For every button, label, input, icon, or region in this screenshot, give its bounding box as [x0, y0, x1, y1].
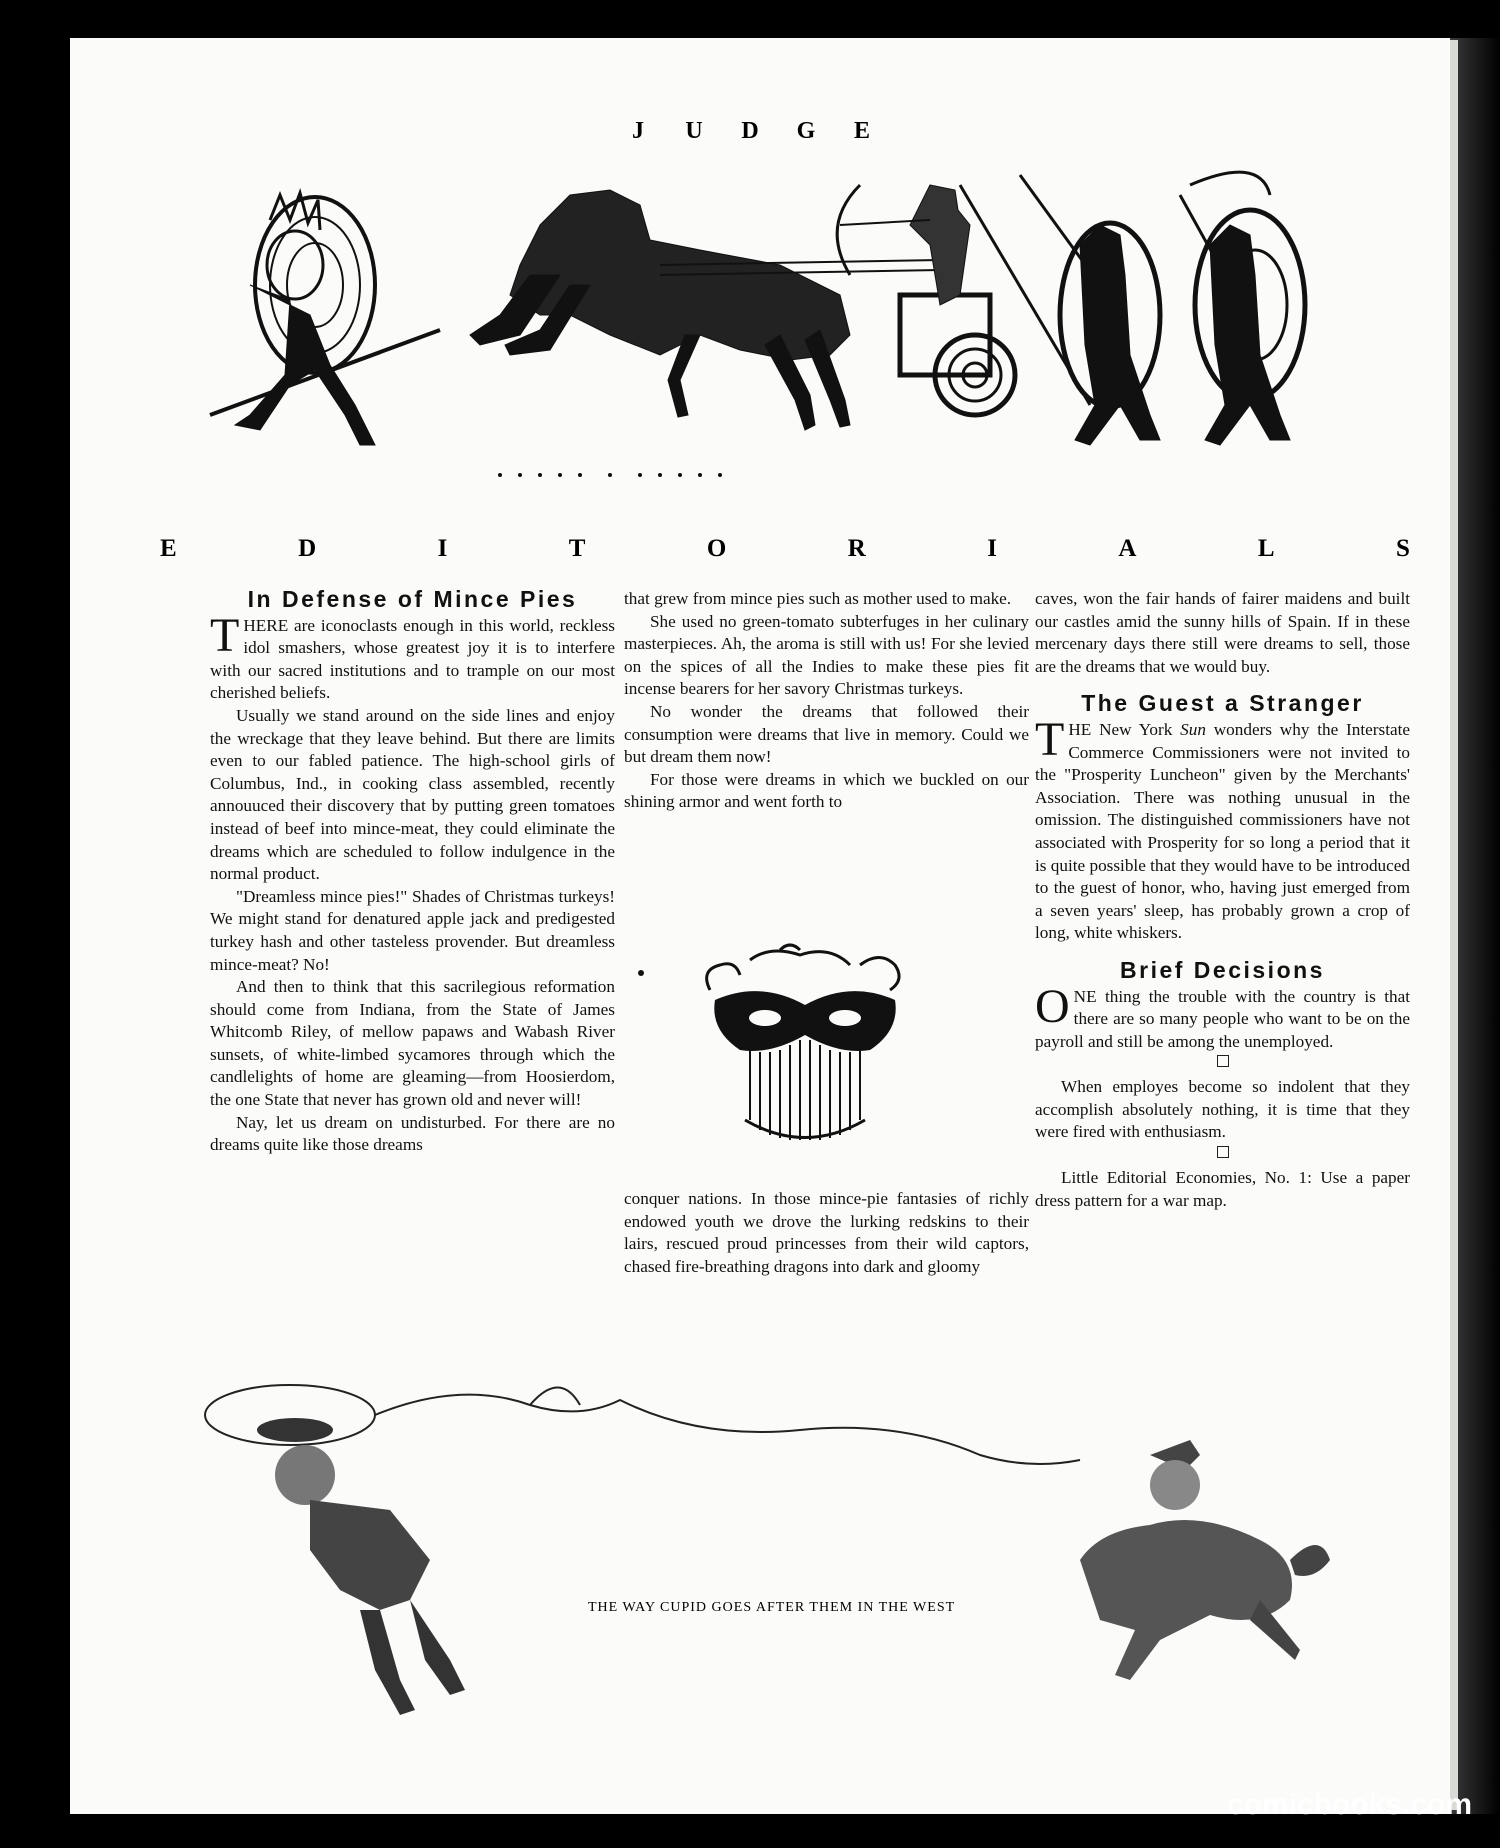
article-paragraph: For those were dreams in which we buckled on our shining armor and went forth to: [624, 769, 1029, 812]
heading-letter: D: [298, 535, 317, 562]
article-paragraph: Usually we stand around on the side lines and enjoy the wreckage that they leave behind. But there are limits even to our fabled patience. The high-school girls of Columbus, Ind., in cooking class assembled, recently annouuced their discovery that by putting green tomatoes instead of beef into mince-meat, they could eliminate the dreams which are scheduled to follow indulgence in the normal product.: [210, 705, 615, 884]
cupid-lasso-illustration: [200, 1360, 1430, 1760]
paragraph-text: HE New York: [1068, 719, 1181, 739]
bullet-dot: [638, 970, 644, 976]
heading-letter: R: [847, 535, 866, 562]
newspaper-name: Sun: [1180, 719, 1206, 739]
paragraph-text: HERE are iconoclasts enough in this world, reckless idol smashers, whose greatest joy it is to interfere with our sacred institutions and to trample on our most cherished beliefs.: [210, 615, 615, 703]
heading-letter: I: [437, 535, 448, 562]
article-paragraph: that grew from mince pies such as mother used to make.: [624, 589, 1012, 608]
dropcap: T: [1035, 712, 1065, 766]
article-paragraph: And then to think that this sacrilegious reformation should come from Indiana, from the State of James Whitcomb Riley, of mellow papaws and Wabash River sunsets, of white-limbed sycamores through which the candlelights of home are gleaming—from Hoosierdom, the one State that never has grown old and never will!: [210, 977, 615, 1110]
article-paragraph: [1035, 712, 1410, 945]
section-divider: [1035, 1146, 1410, 1163]
article-paragraph: Little Editorial Economies, No. 1: Use a paper dress pattern for a war map.: [1035, 1168, 1410, 1210]
article-paragraph: No wonder the dreams that followed their consumption were dreams that live in memory. Could we but dream them now!: [624, 701, 1029, 767]
section-heading-editorials: [160, 535, 1410, 575]
column-2-continued: [624, 1188, 1029, 1278]
masthead-letter: U: [685, 118, 703, 144]
paragraph-text: wonders why the Interstate Commerce Commissioners were not invited to the "Prosperity Luncheon" given by the Merchants' Association. There was nothing unusual in the omission. The distinguished commissioners have not associated with Prosperity for so long a period that it is quite possible that they would have to be introduced to the guest of honor, who, having just emerged from a seven years' sleep, has probably grown a crop of long, white whiskers.: [1035, 719, 1410, 943]
masthead-letter: E: [853, 118, 870, 144]
masthead-letter: G: [796, 118, 816, 144]
article-paragraph: Nay, let us dream on undisturbed. For there are no dreams quite like those dreams: [210, 1112, 615, 1155]
column-1: [210, 588, 615, 1157]
masthead-letter: J: [632, 118, 644, 144]
watermark: comicbooks.com: [1226, 1788, 1472, 1821]
heading-letter: T: [568, 535, 586, 562]
heading-letter: O: [706, 535, 727, 562]
masthead: [0, 118, 1500, 145]
dropcap: T: [210, 608, 240, 662]
domino-mask-illustration: [690, 940, 920, 1160]
masthead-letter: D: [741, 118, 759, 144]
dropcap: O: [1035, 979, 1070, 1033]
article-paragraph: When employes become so indolent that they accomplish absolutely nothing, it is time that they were fired with enthusiasm.: [1035, 1077, 1410, 1142]
illustration-caption: THE WAY CUPID GOES AFTER THEM IN THE WEST: [588, 1600, 956, 1615]
article-paragraph: "Dreamless mince pies!" Shades of Christmas turkeys! We might stand for denatured apple jack and predigested turkey hash and other tasteless provender. But dreamless mince-meat? No!: [210, 886, 615, 974]
heading-letter: L: [1257, 535, 1275, 562]
heading-letter: I: [987, 535, 997, 562]
section-divider: [1035, 1055, 1410, 1072]
chariot-battle-illustration: [140, 165, 1410, 505]
paragraph-text: NE thing the trouble with the country is that there are so many people who want to be on the payroll and still be among the unemployed.: [1035, 986, 1410, 1051]
heading-letter: S: [1395, 535, 1410, 562]
article-title: Brief Decisions: [1120, 956, 1325, 983]
heading-letter: A: [1118, 535, 1137, 562]
article-paragraph: caves, won the fair hands of fairer maidens and built our castles amid the sunny hills of Spain. If in these mercenary days there still were dreams to sell, those are the dreams that we would buy.: [1035, 589, 1410, 676]
article-title: The Guest a Stranger: [1081, 690, 1364, 717]
column-2: [624, 588, 1029, 814]
column-3: [1035, 588, 1410, 1212]
article-title: In Defense of Mince Pies: [247, 586, 578, 612]
article-paragraph: [1035, 979, 1410, 1054]
page-spine: [1450, 40, 1458, 1810]
article-paragraph: [210, 608, 615, 705]
article-paragraph: conquer nations. In those mince-pie fantasies of richly endowed youth we drove the lurking redskins to their lairs, rescued proud princesses from their wild captors, chased fire-breathing dragons into dark and gloomy: [624, 1189, 1029, 1276]
heading-letter: E: [160, 535, 177, 562]
article-paragraph: She used no green-tomato subterfuges in her culinary masterpieces. Ah, the aroma is still with us! For she levied on the spices of all the Indies to make these pies fit incense bearers for her savory Christmas turkeys.: [624, 611, 1029, 699]
